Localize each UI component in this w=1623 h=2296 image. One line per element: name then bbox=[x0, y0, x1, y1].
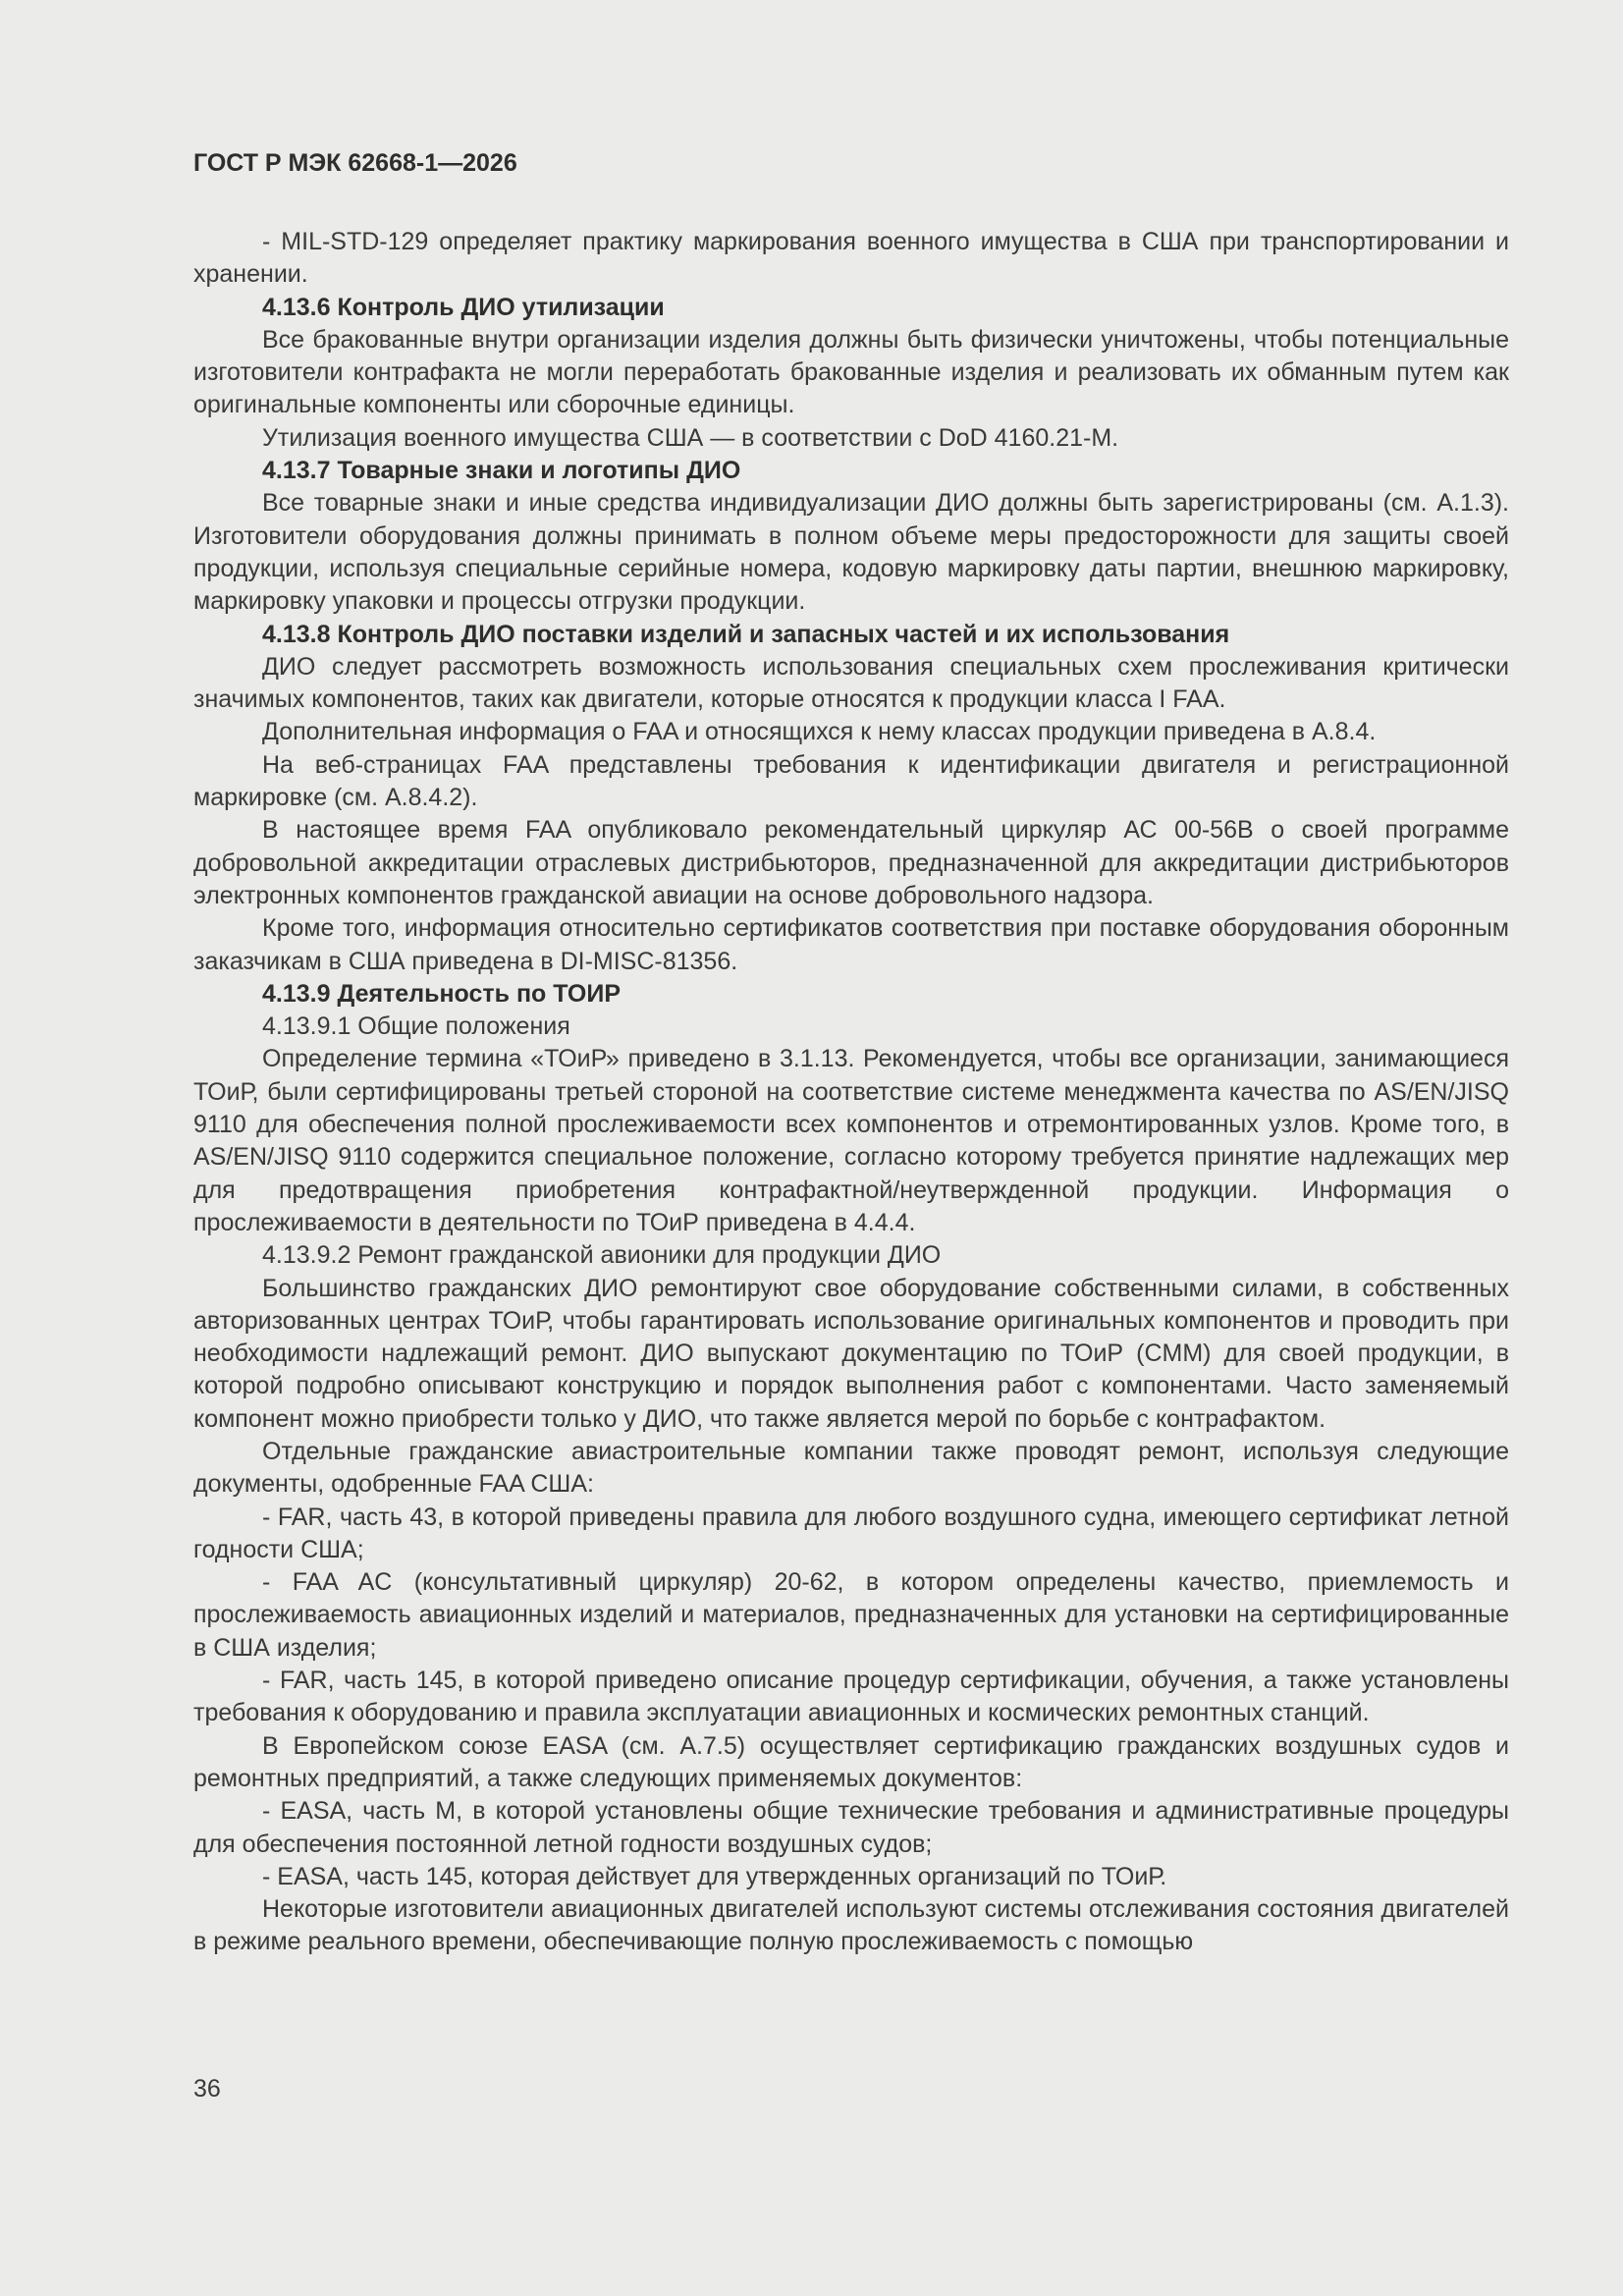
document-body bbox=[193, 226, 1509, 1959]
paragraph: Кроме того, информация относительно сертификатов соответствия при поставке оборудования оборонным заказчикам в США приведена в DI-MISC-81356. bbox=[193, 914, 1509, 975]
paragraph: В Европейском союзе EASA (см. А.7.5) осуществляет сертификацию гражданских воздушных судов и ремонтных предприятий, а также следующих применяемых документов: bbox=[193, 1731, 1509, 1792]
paragraph: - EASA, часть 145, которая действует для утвержденных организаций по ТОиР. bbox=[262, 1862, 1167, 1890]
paragraph: На веб-страницах FAA представлены требования к идентификации двигателя и регистрационной маркировке (см. А.8.4.2). bbox=[193, 750, 1509, 812]
section-heading: 4.13.8 Контроль ДИО поставки изделий и запасных частей и их использования bbox=[262, 620, 1230, 648]
paragraph: - FAR, часть 145, в которой приведено описание процедур сертификации, обучения, а также установлены требования к оборудованию и правила эксплуатации авиационных и космических ремонтных станций. bbox=[193, 1667, 1509, 1727]
paragraph: 4.13.9.1 Общие положения bbox=[262, 1012, 570, 1041]
paragraph: - FAA AC (консультативный циркуляр) 20-62, в котором определены качество, приемлемость и прослеживаемость авиационных изделий и материалов, предназначенных для установки на сертифицированные в США изделия; bbox=[193, 1568, 1509, 1662]
section-heading: 4.13.9 Деятельность по ТОИР bbox=[262, 979, 622, 1008]
paragraph: - MIL-STD-129 определяет практику маркирования военного имущества в США при транспортировании и хранении. bbox=[193, 228, 1509, 289]
page-number: 36 bbox=[193, 2075, 221, 2103]
paragraph: Все бракованные внутри организации изделия должны быть физически уничтожены, чтобы потенциальные изготовители контрафакта не могли переработать бракованные изделия и реализовать их обманным путем как оригинальные компоненты или сборочные единицы. bbox=[193, 325, 1509, 419]
paragraph: - EASA, часть M, в которой установлены общие технические требования и административные процедуры для обеспечения постоянной летной годности воздушных судов; bbox=[193, 1797, 1509, 1858]
paragraph: Все товарные знаки и иные средства индивидуализации ДИО должны быть зарегистрированы (см. А.1.3). Изготовители оборудования должны принимать в полном объеме меры предосторожности для защиты своей продукции, используя специальные серийные номера, кодовую маркировку даты партии, внешнюю маркировку, маркировку упаковки и процессы отгрузки продукции. bbox=[193, 489, 1509, 616]
section-heading: 4.13.6 Контроль ДИО утилизации bbox=[262, 293, 665, 321]
paragraph: ДИО следует рассмотреть возможность использования специальных схем прослеживания критически значимых компонентов, таких как двигатели, которые относятся к продукции класса I FAA. bbox=[193, 652, 1509, 714]
paragraph: Отдельные гражданские авиастроительные компании также проводят ремонт, используя следующие документы, одобренные FAA США: bbox=[193, 1437, 1509, 1499]
paragraph: Определение термина «ТОиР» приведено в 3.1.13. Рекомендуется, чтобы все организации, занимающиеся ТОиР, были сертифицированы третьей стороной на соответствие системе менеджмента качества по AS/EN/JISQ 9110 для обеспечения полной прослеживаемости всех компонентов и отремонтированных узлов. Кроме того, в AS/EN/JISQ 9110 содержится специальное положение, согласно которому требуется принятие надлежащих мер для предотвращения приобретения контрафактной/неутвержденной продукции. Информация о прослеживаемости в деятельности по ТОиР приведена в 4.4.4. bbox=[193, 1045, 1509, 1236]
paragraph: - FAR, часть 43, в которой приведены правила для любого воздушного судна, имеющего сертификат летной годности США; bbox=[193, 1503, 1509, 1563]
document-header: ГОСТ Р МЭК 62668-1—2026 bbox=[193, 149, 517, 177]
paragraph: Большинство гражданских ДИО ремонтируют свое оборудование собственными силами, в собственных авторизованных центрах ТОиР, чтобы гарантировать использование оригинальных компонентов и проводить при необходимости надлежащий ремонт. ДИО выпускают документацию по ТОиР (CMM) для своей продукции, в которой подробно описывают конструкцию и порядок выполнения работ с компонентами. Часто заменяемый компонент можно приобрести только у ДИО, что также является мерой по борьбе с контрафактом. bbox=[193, 1274, 1509, 1433]
paragraph: Утилизация военного имущества США — в соответствии с DoD 4160.21-M. bbox=[262, 423, 1119, 452]
paragraph: Некоторые изготовители авиационных двигателей используют системы отслеживания состояния двигателей в режиме реального времени, обеспечивающие полную прослеживаемость с помощью bbox=[193, 1895, 1509, 1956]
paragraph: В настоящее время FAA опубликовало рекомендательный циркуляр АС 00-56B о своей программе добровольной аккредитации отраслевых дистрибьюторов, предназначенной для аккредитации дистрибьюторов электронных компонентов гражданской авиации на основе добровольного надзора. bbox=[193, 816, 1509, 909]
paragraph: Дополнительная информация о FAA и относящихся к нему классах продукции приведена в А.8.4. bbox=[262, 718, 1377, 746]
section-heading: 4.13.7 Товарные знаки и логотипы ДИО bbox=[262, 457, 741, 485]
paragraph: 4.13.9.2 Ремонт гражданской авионики для продукции ДИО bbox=[262, 1241, 942, 1270]
